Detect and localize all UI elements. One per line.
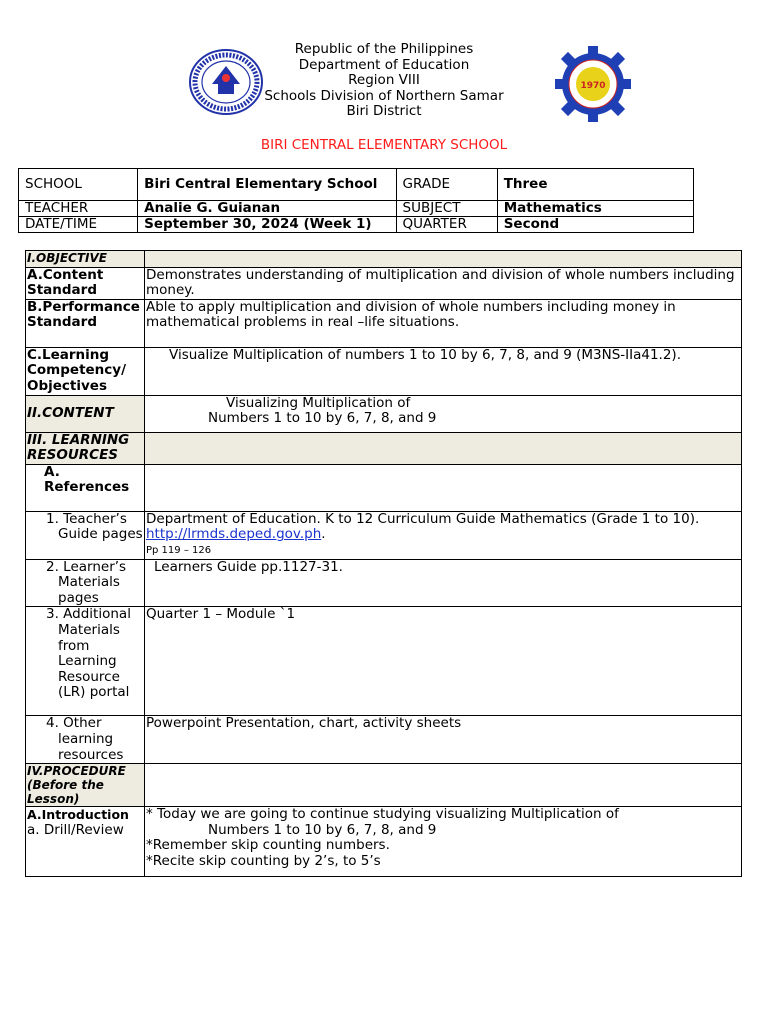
resources-heading: III. LEARNING RESOURCES	[26, 432, 145, 464]
introduction-text	[145, 807, 742, 877]
introduction-label-cell	[26, 807, 145, 877]
performance-standard-label: B.Performance Standard	[26, 299, 145, 347]
grade-value: Three	[497, 169, 693, 201]
procedure-heading	[26, 764, 145, 807]
table-row	[26, 607, 742, 716]
intro-line-4: *Recite skip counting by 2’s, to 5’s	[146, 852, 381, 869]
school-title: BIRI CENTRAL ELEMENTARY SCHOOL	[260, 137, 508, 153]
subject-label: SUBJECT	[396, 201, 497, 217]
teachers-guide-pages: Pp 119 – 126	[146, 544, 212, 556]
datetime-value: September 30, 2024 (Week 1)	[138, 217, 396, 233]
competency-text: Visualize Multiplication of numbers 1 to 10 by 6, 7, 8, and 9 (M3NS-IIa41.2).	[145, 347, 742, 395]
teachers-guide-text	[145, 511, 742, 559]
performance-standard-text: Able to apply multiplication and division of whole numbers including money in mathematical problems in real –life situations.	[145, 299, 742, 347]
procedure-label: IV.PROCEDURE	[27, 764, 126, 779]
school-seal-icon	[553, 44, 633, 124]
intro-line-1: * Today we are going to continue studying visualizing Multiplication of	[146, 806, 619, 823]
table-row	[26, 267, 742, 299]
lrmds-link[interactable]: http://lrmds.deped.gov.ph	[146, 526, 322, 543]
additional-materials-text: Quarter 1 – Module `1	[145, 607, 742, 716]
content-line-1: Visualizing Multiplication of	[226, 394, 411, 411]
school-info-table	[18, 168, 694, 233]
heading-line-4: Schools Division of Northern Samar	[264, 87, 504, 104]
intro-line-3: *Remember skip counting numbers.	[146, 837, 390, 854]
agency-heading	[234, 42, 534, 120]
grade-label: GRADE	[396, 169, 497, 201]
content-standard-label: A.Content Standard	[26, 267, 145, 299]
teacher-label: TEACHER	[19, 201, 138, 217]
learners-materials-label: 2. Learner’s Materials pages	[26, 559, 145, 607]
heading-line-3: Region VIII	[348, 72, 420, 89]
table-row	[26, 251, 742, 268]
table-row	[26, 299, 742, 347]
school-seal-year: 1970	[580, 81, 606, 91]
table-row	[26, 807, 742, 877]
teachers-guide-period: .	[321, 526, 326, 543]
table-row	[19, 169, 694, 201]
table-row	[26, 464, 742, 511]
datetime-label: DATE/TIME	[19, 217, 138, 233]
quarter-value: Second	[497, 217, 693, 233]
introduction-label: A.Introduction	[27, 807, 129, 823]
table-row	[26, 347, 742, 395]
subject-value: Mathematics	[497, 201, 693, 217]
school-label: SCHOOL	[19, 169, 138, 201]
table-row	[19, 217, 694, 233]
competency-label: C.Learning Competency/ Objectives	[26, 347, 145, 395]
objective-heading: I.OBJECTIVE	[26, 251, 145, 268]
heading-line-5: Biri District	[346, 103, 422, 120]
other-resources-text: Powerpoint Presentation, chart, activity sheets	[145, 716, 742, 764]
other-resources-label: 4. Other learning resources	[26, 716, 145, 764]
content-heading: II.CONTENT	[26, 395, 145, 432]
intro-line-2: Numbers 1 to 10 by 6, 7, 8, and 9	[208, 821, 437, 838]
heading-line-2: Department of Education	[298, 56, 470, 73]
additional-materials-label: 3. Additional Materials from Learning Resource (LR) portal	[26, 607, 145, 716]
drill-review-label: a. Drill/Review	[27, 821, 124, 838]
table-row	[26, 559, 742, 607]
table-row	[26, 716, 742, 764]
table-row	[26, 511, 742, 559]
teachers-guide-description: Department of Education. K to 12 Curriculum Guide Mathematics (Grade 1 to 10).	[146, 510, 700, 527]
learners-materials-text: Learners Guide pp.1127-31.	[145, 559, 742, 607]
table-row	[19, 201, 694, 217]
table-row	[26, 764, 742, 807]
lesson-plan-table	[25, 250, 742, 877]
procedure-sub-label: (Before the Lesson)	[27, 778, 104, 807]
table-row	[26, 432, 742, 464]
quarter-label: QUARTER	[396, 217, 497, 233]
teachers-guide-label: 1. Teacher’s Guide pages	[26, 511, 145, 559]
school-value: Biri Central Elementary School	[138, 169, 396, 201]
document-header	[0, 42, 768, 162]
table-row	[26, 395, 742, 432]
content-standard-text: Demonstrates understanding of multiplication and division of whole numbers including money.	[145, 267, 742, 299]
teacher-value: Analie G. Guianan	[138, 201, 396, 217]
references-label: A. References	[26, 464, 145, 511]
content-line-2: Numbers 1 to 10 by 6, 7, 8, and 9	[208, 410, 437, 427]
content-text	[145, 395, 742, 432]
heading-line-1: Republic of the Philippines	[294, 41, 474, 57]
